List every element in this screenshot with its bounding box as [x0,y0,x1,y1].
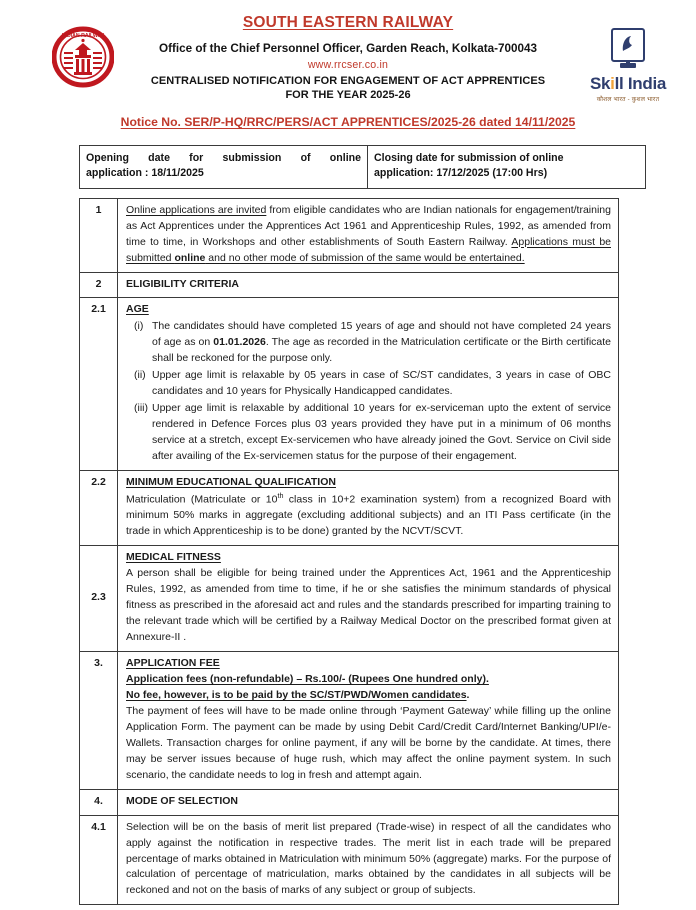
payment-details-text: The payment of fees will have to be made online through ‘Payment Gateway’ while filling up the online Application Form. The payment can be made by using Debit Card/Credit Card/Internet Banking/UPI/e-Wallets. Transaction charges for online payment, if any will be borne by the candidate. At times, there may be server issues because of huge rush, which may affect the online payment system. In such scenario, the candidate needs to log in fresh and attempt again. [126,704,611,781]
closing-date-cell [368,146,646,189]
row-number: 1 [80,198,118,272]
table-row-2 [80,272,619,298]
skill-india-wordmark: Skill India [589,74,667,93]
intro-underline-b1: Applications must be submitted [126,235,611,264]
educational-qualification-section [118,471,619,546]
list-text: Upper age limit is relaxable by 05 years in case of SC/ST candidates, 3 years in case of OBC candidates and 10 years for Physically Handicapped candidates. [152,369,611,398]
intro-underline-b2: and no other mode of submission of the same would be entertained. [205,251,525,264]
table-row-2-1 [80,298,619,471]
row-number: 2.3 [80,546,118,652]
medical-fitness-heading: MEDICAL FITNESS [126,551,221,564]
educational-qualification-heading: MINIMUM EDUCATIONAL QUALIFICATION [126,476,336,489]
eligibility-criteria-heading: ELIGIBILITY CRITERIA [118,272,619,298]
list-marker: (iii) [134,402,148,415]
mode-of-selection-heading: MODE OF SELECTION [118,789,619,815]
eq-text-pre: Matriculation (Matriculate or 10 [126,493,278,506]
list-marker: (i) [134,320,144,333]
eq-text-post: class in 10+2 examination system) from a recognized Board with minimum 50% marks in aggregate (excluding additional subjects) and an ITI Pass certificate (in the trade in which Apprenticeship is to be done) granted by the NCVT/SCVT. [126,493,611,538]
application-fee-heading: APPLICATION FEE [126,657,220,670]
skill-india-monitor-icon [611,28,645,62]
svg-text:INDIAN RAILWAY: INDIAN RAILWAY [61,33,105,39]
notice-number: Notice No. SER/P-HQ/RRC/PERS/ACT APPRENTICES/2025-26 dated 14/11/2025 [120,115,576,129]
list-text-bold: 01.01.2026 [213,336,266,349]
age-heading: AGE [126,303,149,316]
eq-superscript: th [277,490,284,500]
table-row [80,146,646,189]
list-text: Upper age limit is relaxable by additional 10 years for ex-serviceman upto the extent of service rendered in Defence Forces plus 03 years provided they have put in a minimum of 06 months service at a stretch, except Ex-servicemen who have already joined the Govt. Service on Civil side after availing of the Ex-servicemen status for the purpose of their engagement. [152,402,611,463]
notification-title-line2: FOR THE YEAR 2025-26 [285,89,411,101]
list-text-pre: The candidates should have completed 15 years of age and should not have completed 24 years of age as on [152,320,611,349]
intro-text-a: from eligible candidates who are Indian nationals for engagement/training as Act Apprentices under the Apprentices Act 1961 and Apprenticeship Rules, 1992, as amended from time to time, in Workshops and other establishments of South Eastern Railway. [126,203,611,248]
application-fee-amount: Application fees (non-refundable) – Rs.100/- (Rupees One hundred only). [126,673,489,685]
indian-railways-emblem-icon [52,26,114,88]
opening-date-cell [80,146,368,189]
age-section [118,298,619,471]
document-header [0,0,696,145]
age-list [126,319,611,465]
no-fee-note [126,688,611,704]
submission-dates-table [79,145,646,189]
notification-title-line1: CENTRALISED NOTIFICATION FOR ENGAGEMENT OF ACT APPRENTICES [150,75,546,87]
medical-fitness-section [118,546,619,652]
application-fee-section [118,652,619,790]
list-text-post: . The age as recorded in the Matriculation certificate or the Birth certificate shall be reckoned for the purpose only. [152,336,612,365]
row-number: 3. [80,652,118,790]
closing-date-value: application: 17/12/2025 (17:00 Hrs) [374,167,548,180]
row-number: 2.2 [80,471,118,546]
row-number: 4.1 [80,815,118,905]
table-row-4 [80,789,619,815]
medical-fitness-text: A person shall be eligible for being trained under the Apprentices Act, 1961 and the Apprenticeship Rules, 1992, as amended from time to time, if he or she satisfies the minimum standards of physical fitness as prescribed in the aforesaid act and rules and the standards prescribed for imparting training to the relevant trade which will be certified by a Railway Medical Doctor on the prescribed format given at Annexure-II . [126,567,611,644]
row-number: 2.1 [80,298,118,471]
row-number: 2 [80,272,118,298]
table-row-2-2 [80,471,619,546]
table-row-2-3 [80,546,619,652]
row-number: 4. [80,789,118,815]
skill-india-logo [582,28,674,103]
office-address: Office of the Chief Personnel Officer, Garden Reach, Kolkata-700043 [158,42,538,55]
table-row-3 [80,652,619,790]
intro-lead: Online applications are invited [126,203,267,216]
website-link[interactable]: www.rrcser.co.in [307,59,389,71]
list-item [126,401,611,465]
list-item [126,368,611,400]
skill-india-tagline: कौशल भारत - कुशल भारत [596,97,660,103]
intro-paragraph [118,198,619,272]
opening-date-label: Opening date for submission of online [86,152,361,164]
notification-content-table [79,198,619,906]
closing-date-label: Closing date for submission of online [374,152,564,164]
intro-bold-online: online [174,251,206,264]
no-fee-note-tail: . [466,688,470,701]
selection-criteria-text: Selection will be on the basis of merit list prepared (Trade-wise) in respect of all the candidates who apply against the notification in respective trades. The merit list in each trade will be prepared percentage of marks obtained in Matriculation with minimum 50% (aggregate) marks. For the purpose of calculation of percentage of matriculation, marks obtained by the candidates in all subjects will be reckoned and not on the basis of marks of any subject or group of subjects. [118,815,619,905]
page-title: SOUTH EASTERN RAILWAY [242,14,454,31]
table-row-1 [80,198,619,272]
opening-date-value: application : 18/11/2025 [86,167,204,180]
list-text [152,319,611,367]
list-marker: (ii) [134,369,146,382]
table-row-4-1 [80,815,619,905]
no-fee-note-text: No fee, however, is to be paid by the SC/ST/PWD/Women candidates [126,688,467,701]
list-item [126,319,611,367]
educational-qualification-text [126,491,611,540]
